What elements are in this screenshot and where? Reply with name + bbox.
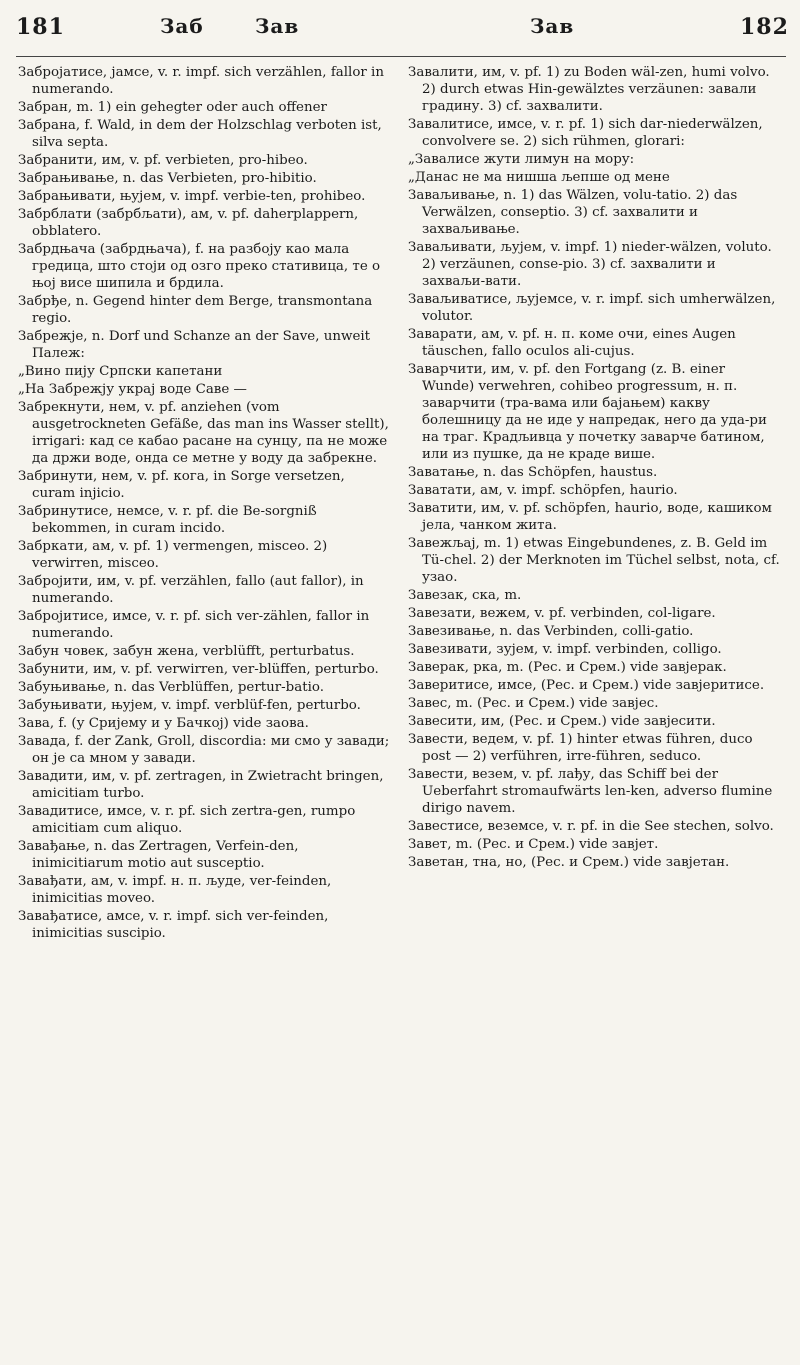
- dictionary-entry: Забрекнути, нем, v. pf. anziehen (vom ausgetrockneten Gefäße, das man ins Wasser stellt), irrigari: кад се кабао расане на сунцу, па не може да држи воде, онда се метне у воду да забрекне.: [18, 400, 389, 466]
- dictionary-entry: Завести, ведем, v. pf. 1) hinter etwas führen, duco post — 2) verführen, irre-führen, seduco.: [408, 732, 753, 764]
- dictionary-entry: Завежљај, m. 1) etwas Eingebundenes, z. B. Geld im Tü-chel. 2) der Merknoten im Tüchel selbst, nota, cf. узао.: [408, 536, 780, 585]
- dictionary-entry: Забројити, им, v. pf. verzählen, fallo (aut fallor), in numerando.: [18, 574, 364, 606]
- dictionary-entry: Завезивати, зујем, v. impf. verbinden, colligo.: [408, 642, 722, 657]
- dictionary-entry: Забрана, f. Wald, in dem der Holzschlag verboten ist, silva septa.: [18, 118, 382, 150]
- dictionary-entry: Завесити, им, (Рес. и Срем.) vide завјесити.: [408, 714, 716, 729]
- dictionary-entry: Завести, везем, v. pf. лађу, das Schiff bei der Ueberfahrt stromaufwärts len-ken, adverso flumine dirigo navem.: [408, 767, 773, 816]
- dictionary-entry: „Данас не ма нишша љепше од мене: [408, 170, 670, 185]
- dictionary-entry: Забројитисе, имсе, v. r. pf. sich ver-zählen, fallor in numerando.: [18, 609, 370, 641]
- dictionary-entry: Завада, f. der Zank, Groll, discordia: ми смо у завади; он је са мном у завади.: [18, 734, 390, 766]
- dictionary-entry: Заваљивање, n. 1) das Wälzen, volu-tatio. 2) das Verwälzen, conseptio. 3) cf. захвалити и захваљивање.: [408, 188, 738, 237]
- dictionary-entry: Завезати, вежем, v. pf. verbinden, col-ligare.: [408, 606, 716, 621]
- dictionary-entry: Заватање, n. das Schöpfen, haustus.: [408, 465, 658, 480]
- dictionary-entry: Забрђе, n. Gegend hinter dem Berge, transmontana regio.: [18, 294, 373, 326]
- page-number-right: 182: [740, 14, 789, 40]
- dictionary-entry: Забуњивање, n. das Verblüffen, pertur-batio.: [18, 680, 324, 695]
- dictionary-entry: Заватати, ам, v. impf. schöpfen, haurio.: [408, 483, 678, 498]
- dictionary-entry: Забројатисе, јамсе, v. r. impf. sich verzählen, fallor in numerando.: [18, 65, 384, 97]
- dictionary-entry: Заварати, ам, v. pf. н. п. коме очи, eines Augen täuschen, fallo oculos ali-cujus.: [408, 327, 736, 359]
- dictionary-entry: Завалитисе, имсе, v. r. pf. 1) sich dar-niederwälzen, convolvere se. 2) sich rühmen, glorari:: [408, 117, 763, 149]
- dictionary-entry: Завађатисе, амсе, v. r. impf. sich ver-feinden, inimicitias suscipio.: [18, 909, 329, 941]
- dictionary-entry: Зава, f. (у Сријему и у Бачкој) vide заова.: [18, 716, 309, 731]
- dictionary-entry: „Завалисе жути лимун на мору:: [408, 152, 635, 167]
- dictionary-entry: „Вино пију Српски капетани: [18, 364, 223, 379]
- dictionary-entry: Забун човек, забун жена, verblüfft, perturbatus.: [18, 644, 355, 659]
- right-column: [408, 64, 780, 872]
- dictionary-entry: Заватити, им, v. pf. schöpfen, haurio, воде, кашиком јела, чанком жита.: [408, 501, 772, 533]
- dictionary-entry: Завестисе, веземсе, v. r. pf. in die See stechen, solvo.: [408, 819, 774, 834]
- dictionary-entry: Завадитисе, имсе, v. r. pf. sich zertra-gen, rumpo amicitiam cum aliquo.: [18, 804, 356, 836]
- dictionary-entry: Забунити, им, v. pf. verwirren, ver-blüffen, perturbo.: [18, 662, 379, 677]
- dictionary-entry: Забранити, им, v. pf. verbieten, pro-hibeo.: [18, 153, 308, 168]
- dictionary-entry: Заваљиватисе, љујемсе, v. r. impf. sich umherwälzen, volutor.: [408, 292, 776, 324]
- dictionary-entry: „На Забрежју украј воде Саве —: [18, 382, 247, 397]
- dictionary-entry: Завадити, им, v. pf. zertragen, in Zwietracht bringen, amicitiam turbo.: [18, 769, 384, 801]
- dictionary-entry: Завезак, ска, m.: [408, 588, 522, 603]
- dictionary-entry: Забрблати (забрбљати), ам, v. pf. daherplappern, obblatero.: [18, 207, 359, 239]
- page-number-left: 181: [16, 14, 65, 40]
- dictionary-entry: Забрежје, n. Dorf und Schanze an der Save, unweit Палеж:: [18, 329, 371, 361]
- dictionary-entry: Завађати, ам, v. impf. н. п. људе, ver-feinden, inimicitias moveo.: [18, 874, 332, 906]
- header-rule: [16, 56, 786, 57]
- dictionary-entry: Забринутисе, немсе, v. r. pf. die Be-sorgniß bekommen, in curam incido.: [18, 504, 317, 536]
- guide-word-left-2: Зав: [255, 14, 300, 38]
- dictionary-entry: Забринути, нем, v. pf. кога, in Sorge versetzen, curam injicio.: [18, 469, 345, 501]
- dictionary-entry: Забрдњача (забрдњача), f. на разбоју као мала гредица, што стоји од озго преко стативица, те о њој висе шипила и брдила.: [18, 242, 381, 291]
- dictionary-entry: Забуњивати, њујем, v. impf. verblüf-fen, perturbo.: [18, 698, 361, 713]
- guide-word-right: Зав: [530, 14, 575, 38]
- left-column: [18, 64, 390, 943]
- guide-word-left-1: Заб: [160, 14, 204, 38]
- dictionary-entry: Забркати, ам, v. pf. 1) vermengen, misceo. 2) verwirren, misceo.: [18, 539, 328, 571]
- dictionary-entry: Забрањивати, њујем, v. impf. verbie-ten, prohibeo.: [18, 189, 366, 204]
- dictionary-entry: Завезивање, n. das Verbinden, colli-gatio.: [408, 624, 694, 639]
- dictionary-entry: Завалити, им, v. pf. 1) zu Boden wäl-zen, humi volvo. 2) durch etwas Hin-gewälztes verzäunen: завали градину. 3) cf. захвалити.: [408, 65, 770, 114]
- dictionary-entry: Заверак, рка, m. (Рес. и Срем.) vide завјерак.: [408, 660, 727, 675]
- dictionary-entry: Заверитисе, имсе, (Рес. и Срем.) vide завјеритисе.: [408, 678, 765, 693]
- dictionary-entry: Завес, m. (Рес. и Срем.) vide завјес.: [408, 696, 659, 711]
- dictionary-entry: Заваљивати, љујем, v. impf. 1) nieder-wälzen, voluto. 2) verzäunen, conse-pio. 3) cf. захвалити и захваљи-вати.: [408, 240, 772, 289]
- dictionary-entry: Заварчити, им, v. pf. den Fortgang (z. B. einer Wunde) verwehren, cohibeo progressum, н. п. заварчити (тра-вама или бајањем) какву болешницу да не иде у напредак, него да уда-ри на траг. Крадљивца у почетку заварче батином, или из пушке, да не краде више.: [408, 362, 767, 462]
- dictionary-entry: Завађање, n. das Zertragen, Verfein-den, inimicitiarum motio aut susceptio.: [18, 839, 299, 871]
- dictionary-entry: Забрањивање, n. das Verbieten, pro-hibitio.: [18, 171, 317, 186]
- dictionary-entry: Забран, m. 1) ein gehegter oder auch offener: [18, 100, 327, 115]
- dictionary-entry: Заветан, тна, но, (Рес. и Срем.) vide завјетан.: [408, 855, 730, 870]
- dictionary-entry: Завет, m. (Рес. и Срем.) vide завјет.: [408, 837, 659, 852]
